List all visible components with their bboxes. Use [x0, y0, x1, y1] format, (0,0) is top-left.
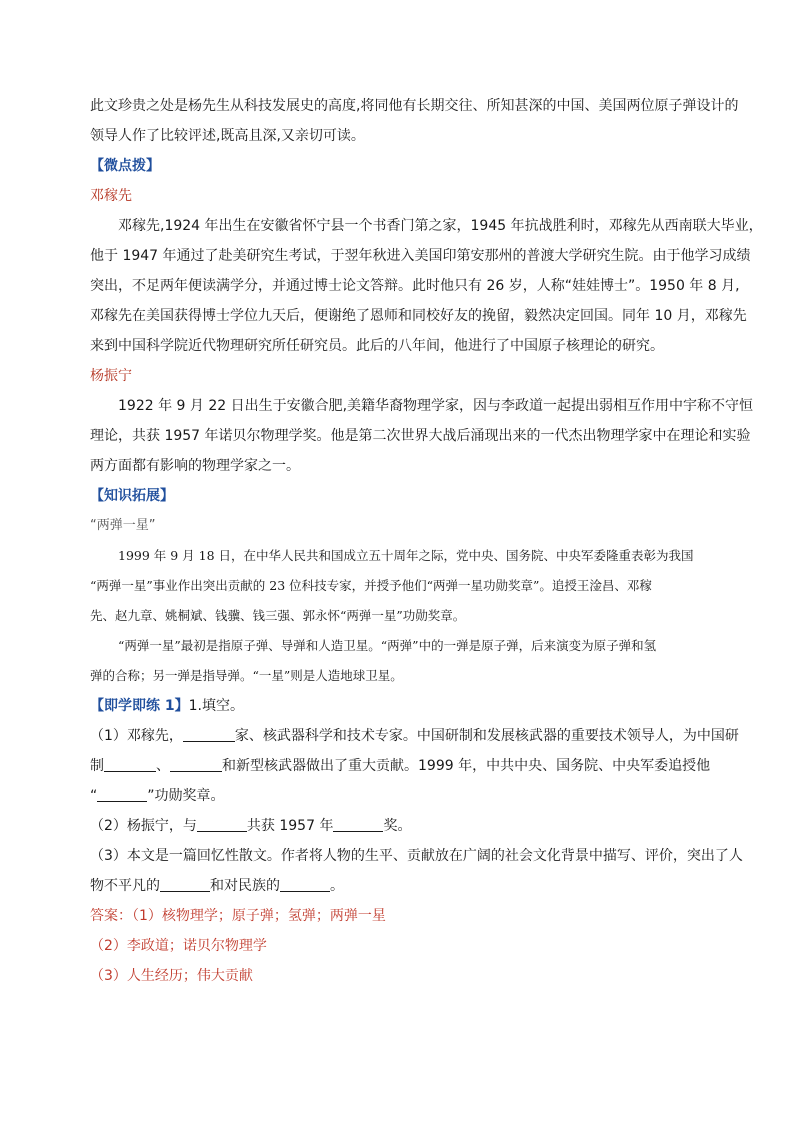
answer-line-3: （3）人生经历；伟大贡献 — [90, 968, 253, 984]
subheading-liangdan: “两弹一星” — [90, 518, 156, 533]
answer-blank[interactable] — [170, 757, 222, 772]
paragraph-line: 理论，共获 1957 年诺贝尔物理学奖。他是第二次世界大战后涌现出来的一代杰出物理学家中在理论和实验 — [90, 428, 751, 444]
subheading-yang: 杨振宁 — [90, 368, 132, 384]
document-page — [90, 96, 763, 986]
question-text: 共获 1957 年 — [246, 818, 334, 834]
paragraph-line: 突出，不足两年便读满学分，并通过博士论文答辩。此时他只有 26 岁，人称“娃娃博士”。1950 年 8 月, — [90, 278, 740, 294]
question-text: ”功勋奖章。 — [147, 788, 225, 804]
section-heading-weidianbo: 【微点拨】 — [90, 158, 160, 174]
question-1-line-1 — [90, 726, 739, 746]
answer-blank[interactable] — [160, 877, 210, 892]
question-text: （1）邓稼先， — [90, 728, 183, 744]
section-heading-zhishi: 【知识拓展】 — [90, 488, 174, 504]
question-1-line-3 — [90, 786, 722, 806]
answer-blank[interactable] — [104, 757, 156, 772]
question-text: 家、核武器科学和技术专家。中国研制和发展核武器的重要技术领导人，为中国研 — [234, 728, 739, 744]
answer-line-1: 答案：（1）核物理学；原子弹；氢弹；两弹一星 — [90, 908, 386, 924]
paragraph-line: “两弹一星”最初是指原子弹、导弹和人造卫星。“两弹”中的一弹是原子弹，后来演变为原子弹和氢 — [118, 638, 657, 653]
practice-heading-line — [90, 696, 722, 716]
paragraph-line: 来到中国科学院近代物理研究所任研究员。此后的八年间，他进行了中国原子核理论的研究。 — [90, 338, 664, 354]
subheading-deng: 邓稼先 — [90, 188, 132, 204]
question-text: 物不平凡的 — [90, 878, 160, 894]
answer-line-2: （2）李政道；诺贝尔物理学 — [90, 938, 267, 954]
answer-blank[interactable] — [197, 817, 247, 832]
paragraph-line: 弹的合称；另一弹是指导弹。“一星”则是人造地球卫星。 — [90, 668, 403, 683]
answer-blank[interactable] — [333, 817, 383, 832]
question-text: 制 — [90, 758, 104, 774]
practice-task: 1.填空。 — [188, 698, 244, 714]
question-text: 奖。 — [383, 818, 412, 834]
section-heading-practice: 【即学即练 1】 — [90, 698, 189, 714]
question-text: 、 — [156, 758, 170, 774]
question-text: （2）杨振宁，与 — [90, 818, 197, 834]
paragraph-line: “两弹一星”事业作出突出贡献的 23 位科技专家，并授予他们“两弹一星功勋奖章”。追授王淦昌、邓稼 — [90, 578, 652, 593]
answer-blank[interactable] — [183, 727, 235, 742]
question-3-line-2 — [90, 876, 722, 896]
intro-line: 此文珍贵之处是杨先生从科技发展史的高度,将同他有长期交往、所知甚深的中国、美国两位原子弹设计的 — [90, 98, 739, 114]
paragraph-line: 他于 1947 年通过了赴美研究生考试，于翌年秋进入美国印第安那州的普渡大学研究生院。由于他学习成绩 — [90, 248, 751, 264]
answer-blank[interactable] — [280, 877, 330, 892]
question-text: 和对民族的 — [210, 878, 280, 894]
question-1-line-2 — [90, 756, 722, 776]
question-text: 。 — [330, 878, 344, 894]
paragraph-line: 1922 年 9 月 22 日出生于安徽合肥,美籍华裔物理学家，因与李政道一起提出弱相互作用中宇称不守恒 — [118, 398, 754, 414]
paragraph-line: 先、赵九章、姚桐斌、钱骥、钱三强、郭永怀“两弹一星”功勋奖章。 — [90, 608, 466, 623]
question-3-line-1: （3）本文是一篇回忆性散文。作者将人物的生平、贡献放在广阔的社会文化背景中描写、评价，突出了人 — [90, 848, 743, 864]
paragraph-line: 邓稼先在美国获得博士学位九天后，便谢绝了恩师和同校好友的挽留，毅然决定回国。同年 10 月，邓稼先 — [90, 308, 747, 324]
paragraph-line: 两方面都有影响的物理学家之一。 — [90, 458, 300, 474]
paragraph-line: 邓稼先,1924 年出生在安徽省怀宁县一个书香门第之家，1945 年抗战胜利时，邓稼先从西南联大毕业， — [118, 218, 763, 234]
paragraph-line: 1999 年 9 月 18 日，在中华人民共和国成立五十周年之际，党中央、国务院、中央军委隆重表彰为我国 — [118, 548, 694, 563]
intro-line: 领导人作了比较评述,既高且深,又亲切可读。 — [90, 128, 365, 144]
question-text: 和新型核武器做出了重大贡献。1999 年，中共中央、国务院、中央军委追授他 — [222, 758, 711, 774]
question-text: “ — [90, 788, 98, 804]
question-2-line — [90, 816, 722, 836]
answer-blank[interactable] — [97, 787, 147, 802]
